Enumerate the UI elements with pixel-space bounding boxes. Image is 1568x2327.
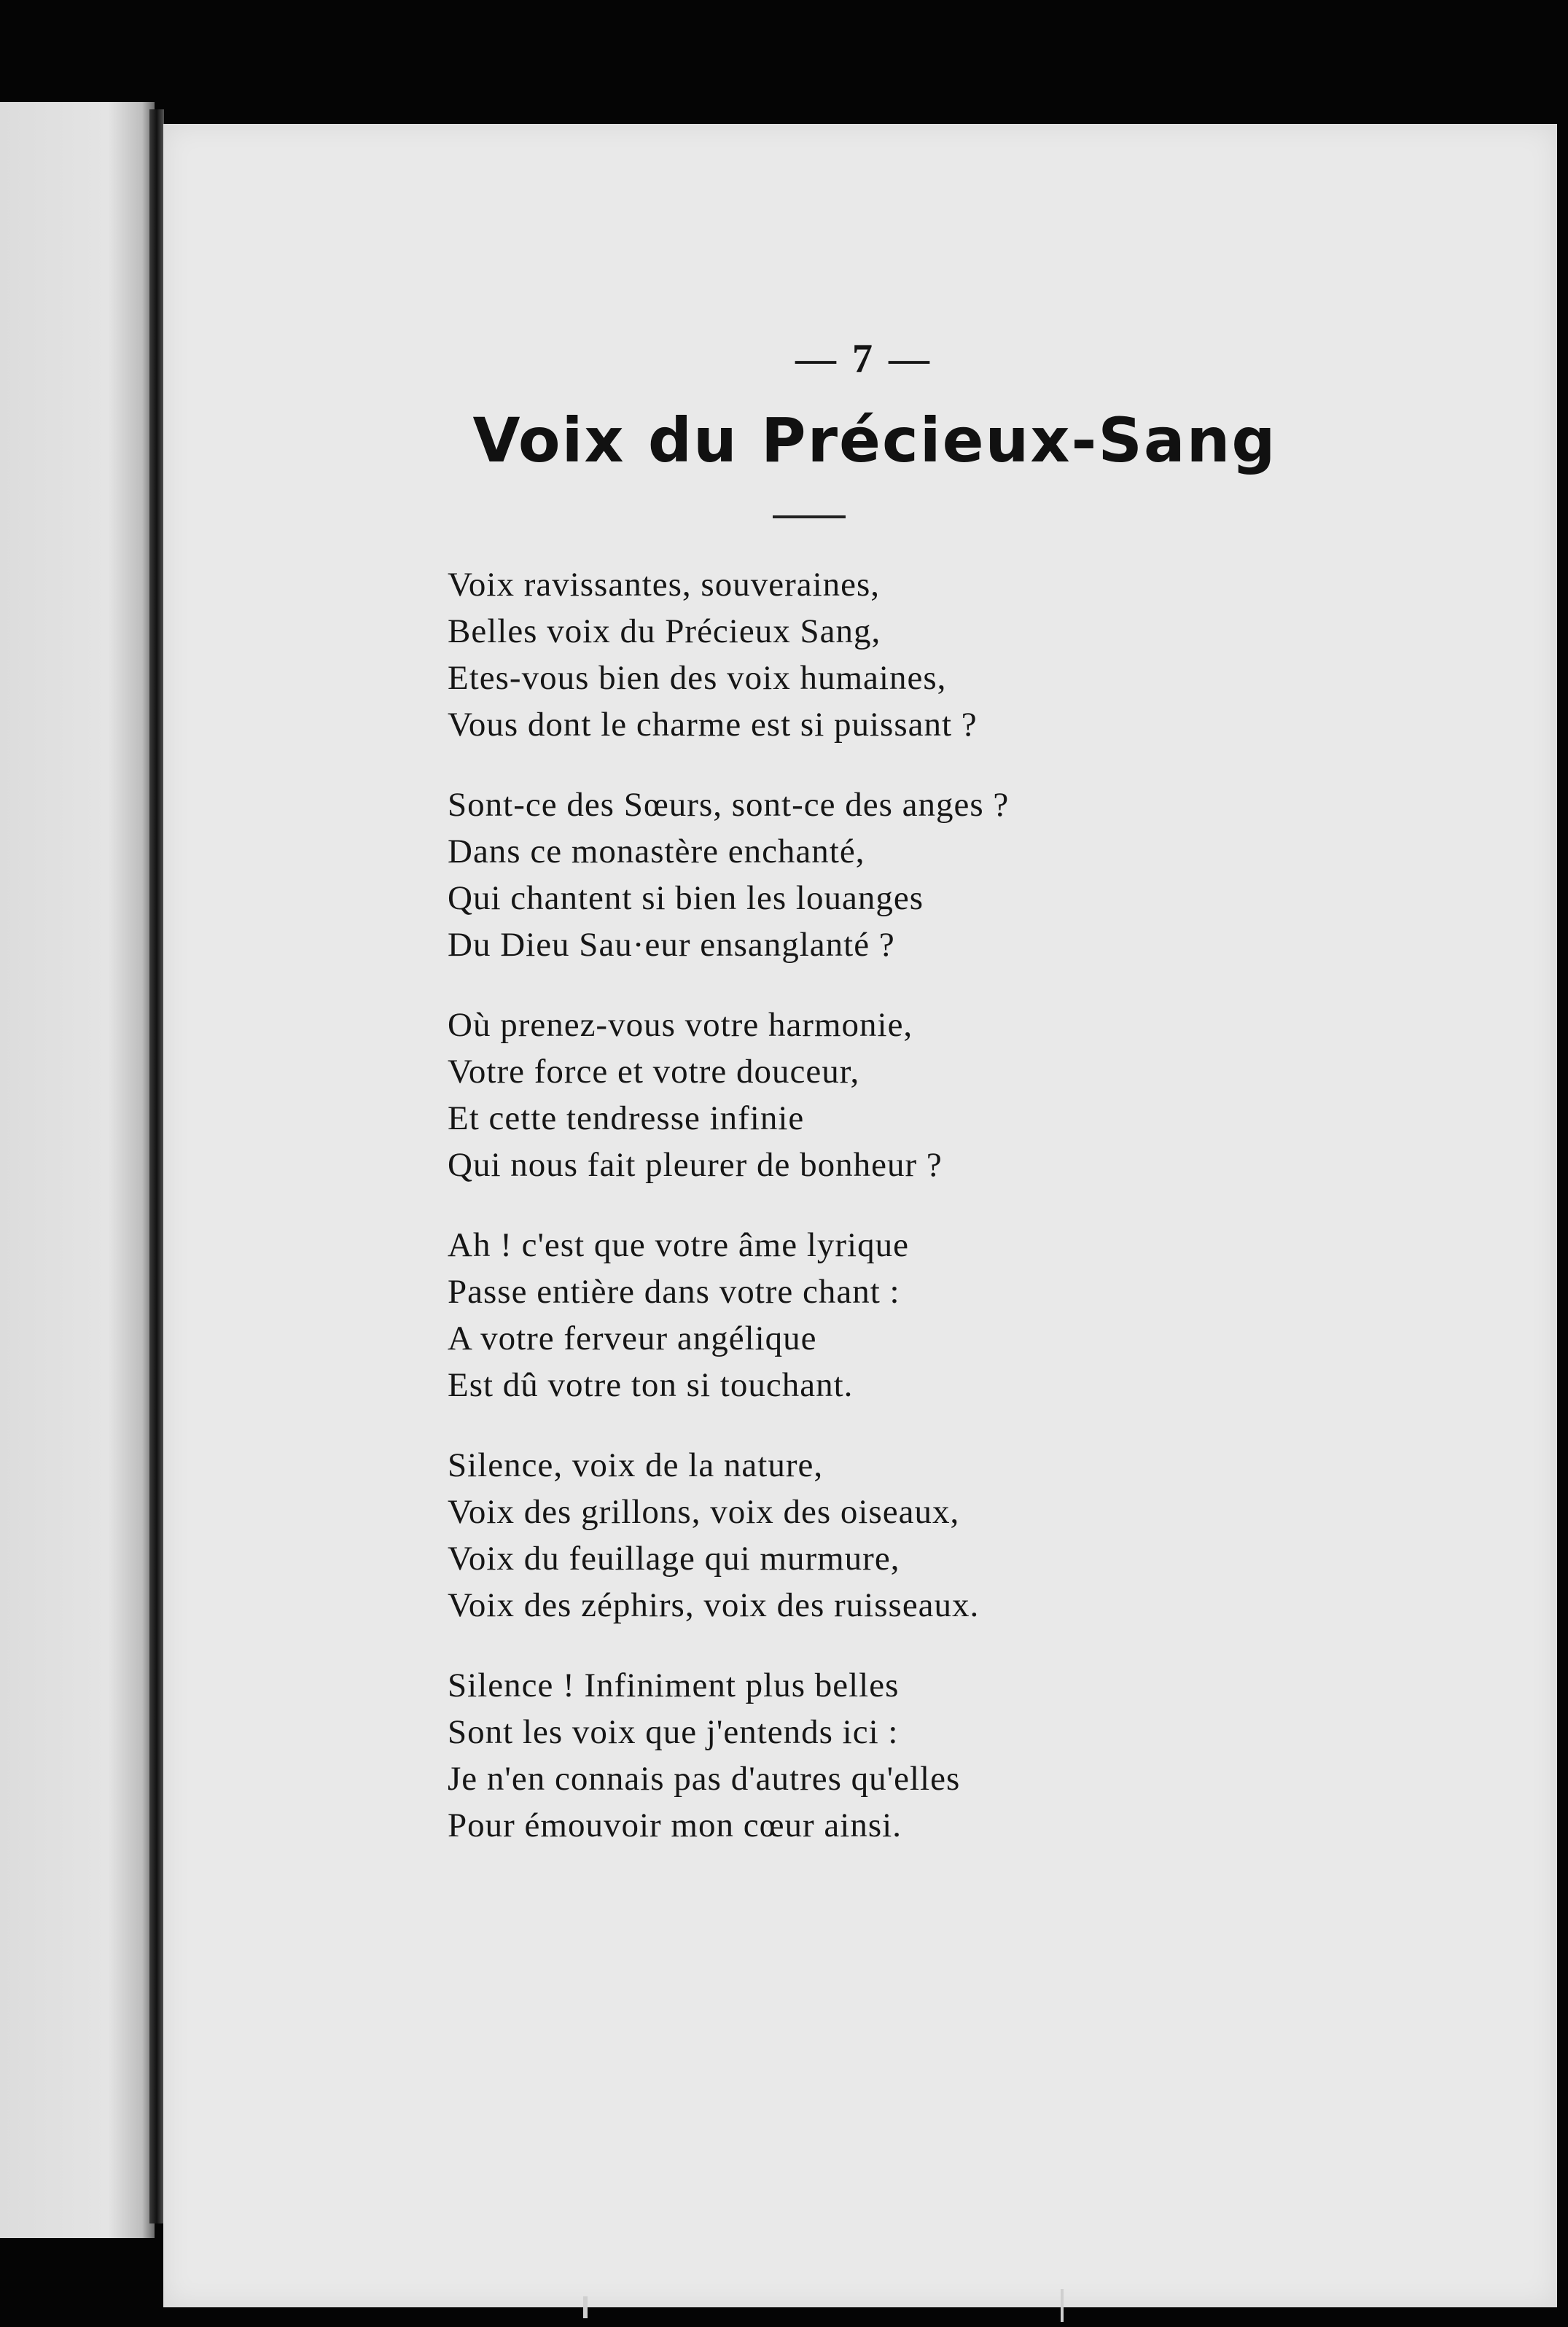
- poem-line: Belles voix du Précieux Sang,: [448, 612, 881, 650]
- book-page: [163, 124, 1557, 2307]
- poem-line: Qui chantent si bien les louanges: [448, 879, 924, 917]
- poem-line: Voix des grillons, voix des oiseaux,: [448, 1493, 960, 1531]
- poem-line: Et cette tendresse infinie: [448, 1099, 805, 1137]
- stanza-1: [448, 561, 1395, 748]
- poem-line: Voix ravissantes, souveraines,: [448, 566, 881, 604]
- poem-line: Vous dont le charme est si puissant ?: [448, 706, 978, 744]
- scan-artifact: [1061, 2289, 1064, 2322]
- poem-line: Est dû votre ton si touchant.: [448, 1366, 854, 1404]
- poem-line: Voix du feuillage qui murmure,: [448, 1540, 900, 1578]
- poem-title: Voix du Précieux-Sang: [472, 405, 1277, 476]
- poem-line: Passe entière dans votre chant :: [448, 1273, 900, 1311]
- facing-page-edge: [0, 102, 155, 2238]
- poem-line: Pour émouvoir mon cœur ainsi.: [448, 1806, 902, 1844]
- poem-line: A votre ferveur angélique: [448, 1320, 817, 1357]
- poem-line: Etes-vous bien des voix humaines,: [448, 659, 947, 697]
- stanza-3: [448, 1002, 1395, 1188]
- poem-line: Silence ! Infiniment plus belles: [448, 1667, 900, 1704]
- poem-body: [448, 561, 1395, 1882]
- stanza-6: [448, 1662, 1395, 1849]
- stanza-4: [448, 1222, 1395, 1408]
- book-gutter: [149, 109, 164, 2223]
- poem-line: Sont-ce des Sœurs, sont-ce des anges ?: [448, 786, 1010, 824]
- poem-line: Sont les voix que j'entends ici :: [448, 1713, 899, 1751]
- scan-artifact: [583, 2296, 588, 2318]
- stanza-2: [448, 781, 1395, 968]
- poem-line: Silence, voix de la nature,: [448, 1446, 824, 1484]
- poem-line: Du Dieu Sau·eur ensanglanté ?: [448, 926, 895, 964]
- stanza-5: [448, 1442, 1395, 1629]
- poem-line: Voix des zéphirs, voix des ruisseaux.: [448, 1586, 980, 1624]
- title-divider: [773, 515, 846, 518]
- poem-line: Ah ! c'est que votre âme lyrique: [448, 1226, 909, 1264]
- poem-line: Qui nous fait pleurer de bonheur ?: [448, 1146, 943, 1184]
- poem-line: Dans ce monastère enchanté,: [448, 833, 865, 870]
- poem-line: Je n'en connais pas d'autres qu'elles: [448, 1760, 961, 1798]
- poem-line: Votre force et votre douceur,: [448, 1053, 860, 1091]
- page-number: — 7 —: [795, 336, 932, 381]
- poem-line: Où prenez-vous votre harmonie,: [448, 1006, 913, 1044]
